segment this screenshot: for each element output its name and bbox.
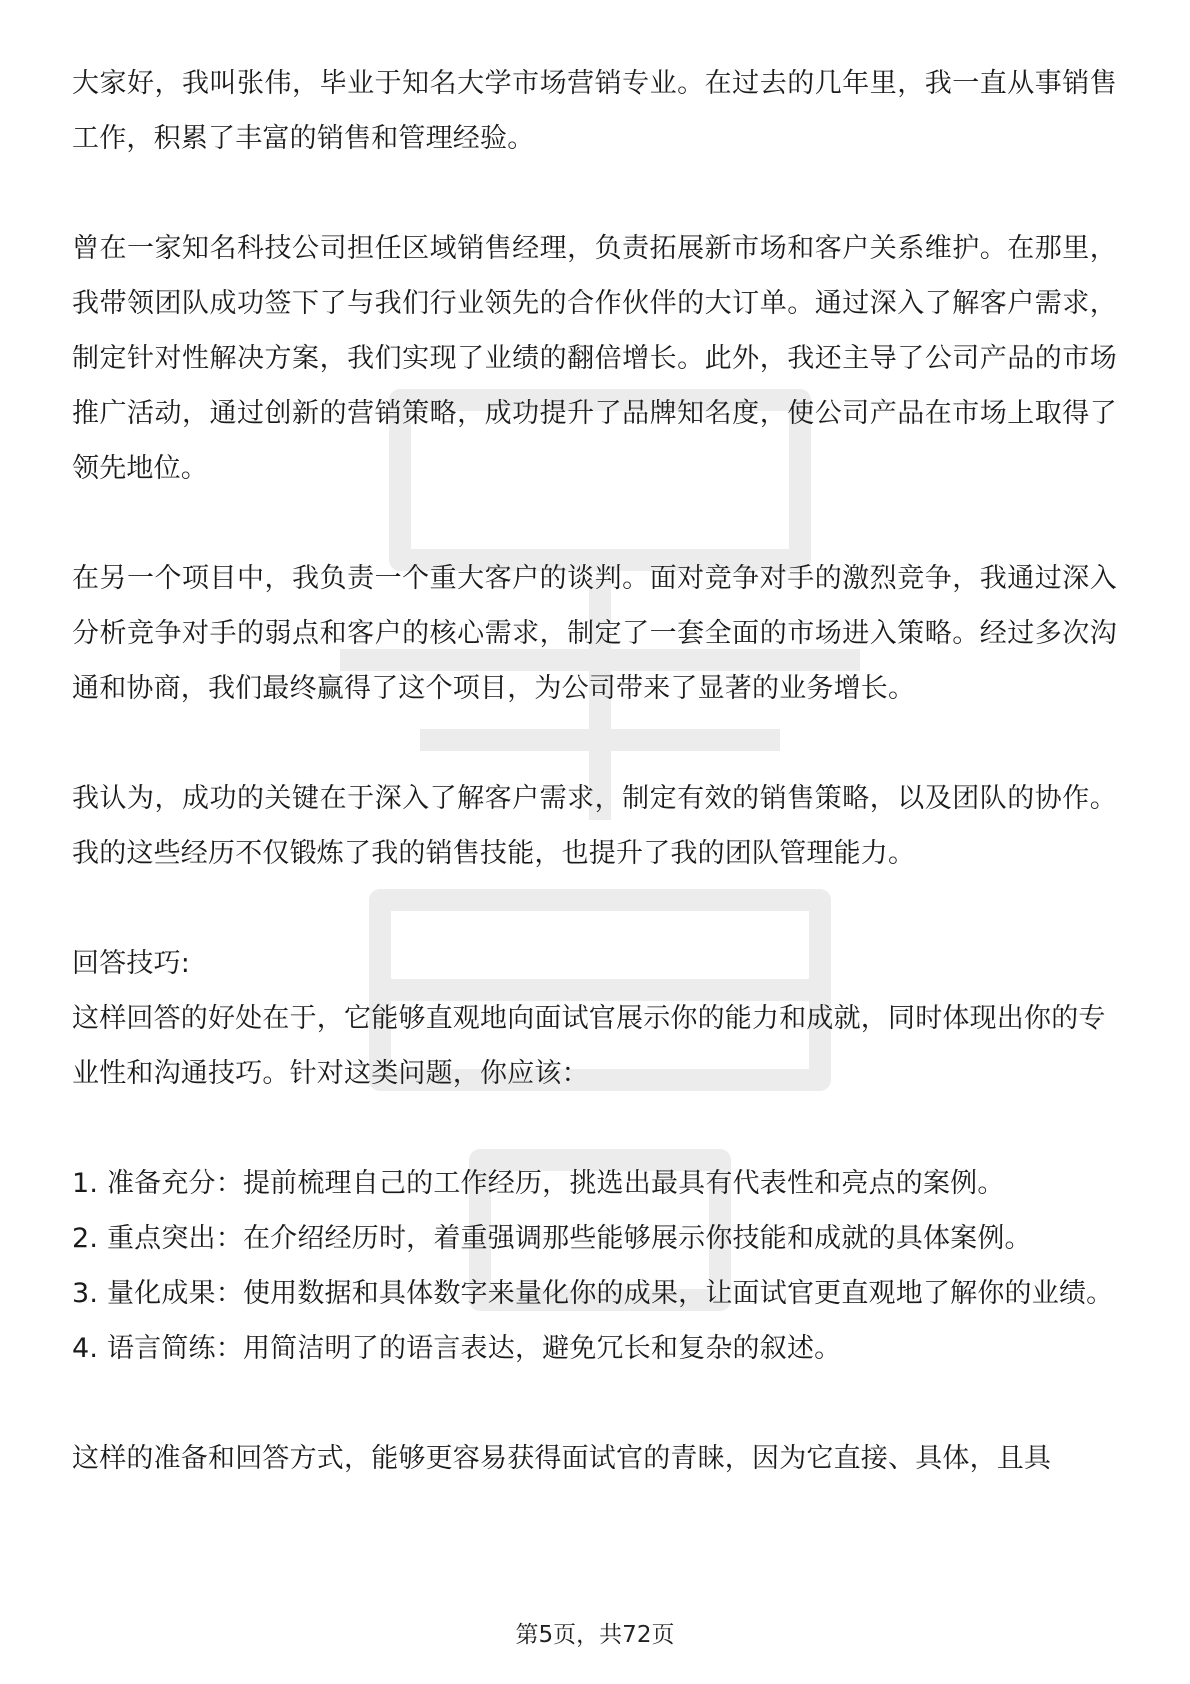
tips-list-item: 4. 语言简练：用简洁明了的语言表达，避免冗长和复杂的叙述。 (72, 1333, 842, 1364)
paragraph-experience: 曾在一家知名科技公司担任区域销售经理，负责拓展新市场和客户关系维护。在那里，我带领团队成功签下了与我们行业领先的合作伙伴的大订单。通过深入了解客户需求，制定针对性解决方案，我们实现了业绩的翻倍增长。此外，我还主导了公司产品的市场推广活动，通过创新的营销策略，成功提升了品牌知名度，使公司产品在市场上取得了领先地位。 (72, 233, 1117, 484)
tips-list (72, 1156, 1117, 1376)
tips-list-item: 2. 重点突出：在介绍经历时，着重强调那些能够展示你技能和成就的具体案例。 (72, 1223, 1032, 1254)
paragraph-intro: 大家好，我叫张伟，毕业于知名大学市场营销专业。在过去的几年里，我一直从事销售工作，积累了丰富的销售和管理经验。 (72, 68, 1117, 154)
paragraph-conclusion: 我认为，成功的关键在于深入了解客户需求，制定有效的销售策略，以及团队的协作。我的这些经历不仅锻炼了我的销售技能，也提升了我的团队管理能力。 (72, 783, 1117, 869)
paragraph-project: 在另一个项目中，我负责一个重大客户的谈判。面对竞争对手的激烈竞争，我通过深入分析竞争对手的弱点和客户的核心需求，制定了一套全面的市场进入策略。经过多次沟通和协商，我们最终赢得了这个项目，为公司带来了显著的业务增长。 (72, 563, 1117, 704)
tips-list-item: 1. 准备充分：提前梳理自己的工作经历，挑选出最具有代表性和亮点的案例。 (72, 1168, 1005, 1199)
page-number: 第5页，共72页 (515, 1622, 675, 1648)
tips-intro: 这样回答的好处在于，它能够直观地向面试官展示你的能力和成就，同时体现出你的专业性和沟通技巧。针对这类问题，你应该： (72, 1003, 1106, 1089)
tips-heading: 回答技巧: (72, 948, 191, 979)
document-body (72, 56, 1117, 1486)
closing-paragraph: 这样的准备和回答方式，能够更容易获得面试官的青睐，因为它直接、具体，且具 (72, 1443, 1052, 1474)
tips-list-item: 3. 量化成果：使用数据和具体数字来量化你的成果，让面试官更直观地了解你的业绩。 (72, 1278, 1114, 1309)
